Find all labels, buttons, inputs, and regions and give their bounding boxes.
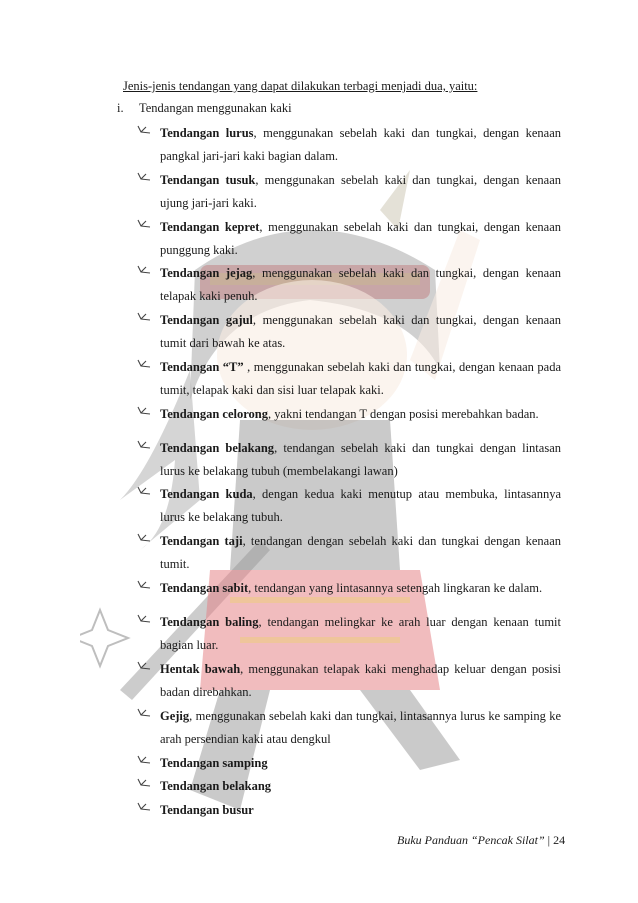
list-item-text	[160, 356, 561, 402]
kick-description: , tendangan sebelah kaki dan tungkai dengan lintasan lurus ke belakang tubuh (membelakangi lawan)	[160, 441, 561, 478]
kick-description: , menggunakan sebelah kaki dan tungkai, lintasannya lurus ke samping ke arah persendian kaki atau dengkul	[160, 709, 561, 746]
list-item	[137, 216, 561, 262]
list-item	[137, 309, 561, 355]
arrow-bullet-icon	[137, 801, 151, 813]
arrow-bullet-icon	[137, 171, 151, 183]
list-item-text	[160, 799, 561, 822]
list-item	[137, 403, 561, 426]
list-item-text	[160, 122, 561, 168]
list-item-text	[160, 437, 561, 483]
list-item-text	[160, 216, 561, 262]
list-item-text	[160, 530, 561, 576]
kick-term: Tendangan jejag	[160, 266, 253, 280]
kick-description: , menggunakan sebelah kaki dan tungkai, dengan kenaan punggung kaki.	[160, 220, 562, 257]
list-item-text	[160, 403, 561, 426]
list-item	[137, 169, 561, 215]
kick-term: Tendangan busur	[160, 803, 254, 817]
arrow-bullet-icon	[137, 311, 151, 323]
section-number: i.	[117, 101, 124, 115]
kick-term: Tendangan baling	[160, 615, 259, 629]
list-item	[137, 775, 561, 798]
arrow-bullet-icon	[137, 532, 151, 544]
kick-term: Tendangan taji	[160, 534, 243, 548]
list-item-text	[160, 658, 561, 704]
list-item	[137, 437, 561, 483]
kick-term: Tendangan tusuk	[160, 173, 256, 187]
footer-separator: |	[547, 833, 551, 847]
list-item	[137, 752, 561, 775]
kick-term: Tendangan belakang	[160, 441, 275, 455]
list-item	[137, 658, 561, 704]
intro-text: Jenis-jenis tendangan yang dapat dilakukan terbagi menjadi dua, yaitu:	[123, 79, 478, 93]
kick-term: Hentak bawah	[160, 662, 241, 676]
list-item-text	[160, 752, 561, 775]
kick-term: Gejig	[160, 709, 190, 723]
kick-description: , menggunakan telapak kaki menghadap keluar dengan posisi badan direbahkan.	[160, 662, 561, 699]
arrow-bullet-icon	[137, 660, 151, 672]
list-item	[137, 577, 561, 600]
list-item-text	[160, 169, 561, 215]
kick-description: , dengan kedua kaki menutup atau membuka, lintasannya lurus ke belakang tubuh.	[160, 487, 561, 524]
list-item	[137, 799, 561, 822]
kick-description: , menggunakan sebelah kaki dan tungkai, dengan kenaan ujung jari-jari kaki.	[160, 173, 561, 210]
arrow-bullet-icon	[137, 485, 151, 497]
list-item	[137, 705, 561, 751]
arrow-bullet-icon	[137, 218, 151, 230]
kick-term: Tendangan kuda	[160, 487, 253, 501]
arrow-bullet-icon	[137, 264, 151, 276]
kick-term: Tendangan “T”	[160, 360, 244, 374]
list-item-text	[160, 483, 561, 529]
list-item-text	[160, 611, 561, 657]
arrow-bullet-icon	[137, 777, 151, 789]
list-item-text	[160, 262, 561, 308]
kick-description: , tendangan yang lintasannya setengah lingkaran ke dalam.	[248, 581, 543, 595]
list-item-text	[160, 775, 561, 798]
arrow-bullet-icon	[137, 405, 151, 417]
arrow-bullet-icon	[137, 358, 151, 370]
kick-term: Tendangan gajul	[160, 313, 253, 327]
list-item-text	[160, 705, 561, 751]
section-title: Tendangan menggunakan kaki	[139, 101, 292, 115]
kick-description: , menggunakan sebelah kaki dan tungkai, dengan kenaan tumit dari bawah ke atas.	[160, 313, 562, 350]
kick-description: , menggunakan sebelah kaki dan tungkai, dengan kenaan telapak kaki penuh.	[160, 266, 562, 303]
kick-term: Tendangan samping	[160, 756, 268, 770]
list-item	[137, 122, 561, 168]
arrow-bullet-icon	[137, 754, 151, 766]
kick-term: Tendangan celorong	[160, 407, 269, 421]
book-title: Buku Panduan “Pencak Silat”	[397, 833, 545, 847]
list-item	[137, 483, 561, 529]
arrow-bullet-icon	[137, 579, 151, 591]
kick-description: , menggunakan sebelah kaki dan tungkai, dengan kenaan pada tumit, telapak kaki dan sisi luar telapak kaki.	[160, 360, 561, 397]
kick-term: Tendangan sabit	[160, 581, 249, 595]
arrow-bullet-icon	[137, 439, 151, 451]
kick-term: Tendangan belakang	[160, 779, 272, 793]
page-footer	[397, 833, 565, 848]
kick-description: , menggunakan sebelah kaki dan tungkai, dengan kenaan pangkal jari-jari kaki bagian dalam.	[160, 126, 561, 163]
list-item	[137, 611, 561, 657]
arrow-bullet-icon	[137, 613, 151, 625]
kick-description: , tendangan dengan sebelah kaki dan tungkai dengan kenaan tumit.	[160, 534, 562, 571]
list-item	[137, 356, 561, 402]
list-item-text	[160, 309, 561, 355]
kick-term: Tendangan kepret	[160, 220, 260, 234]
list-item-text	[160, 577, 561, 600]
kick-description: , tendangan melingkar ke arah luar dengan kenaan tumit bagian luar.	[160, 615, 561, 652]
list-item	[137, 530, 561, 576]
list-item	[137, 262, 561, 308]
arrow-bullet-icon	[137, 707, 151, 719]
arrow-bullet-icon	[137, 124, 151, 136]
kick-description: , yakni tendangan T dengan posisi merebahkan badan.	[268, 407, 539, 421]
page-number: 24	[553, 833, 566, 847]
kick-term: Tendangan lurus	[160, 126, 254, 140]
